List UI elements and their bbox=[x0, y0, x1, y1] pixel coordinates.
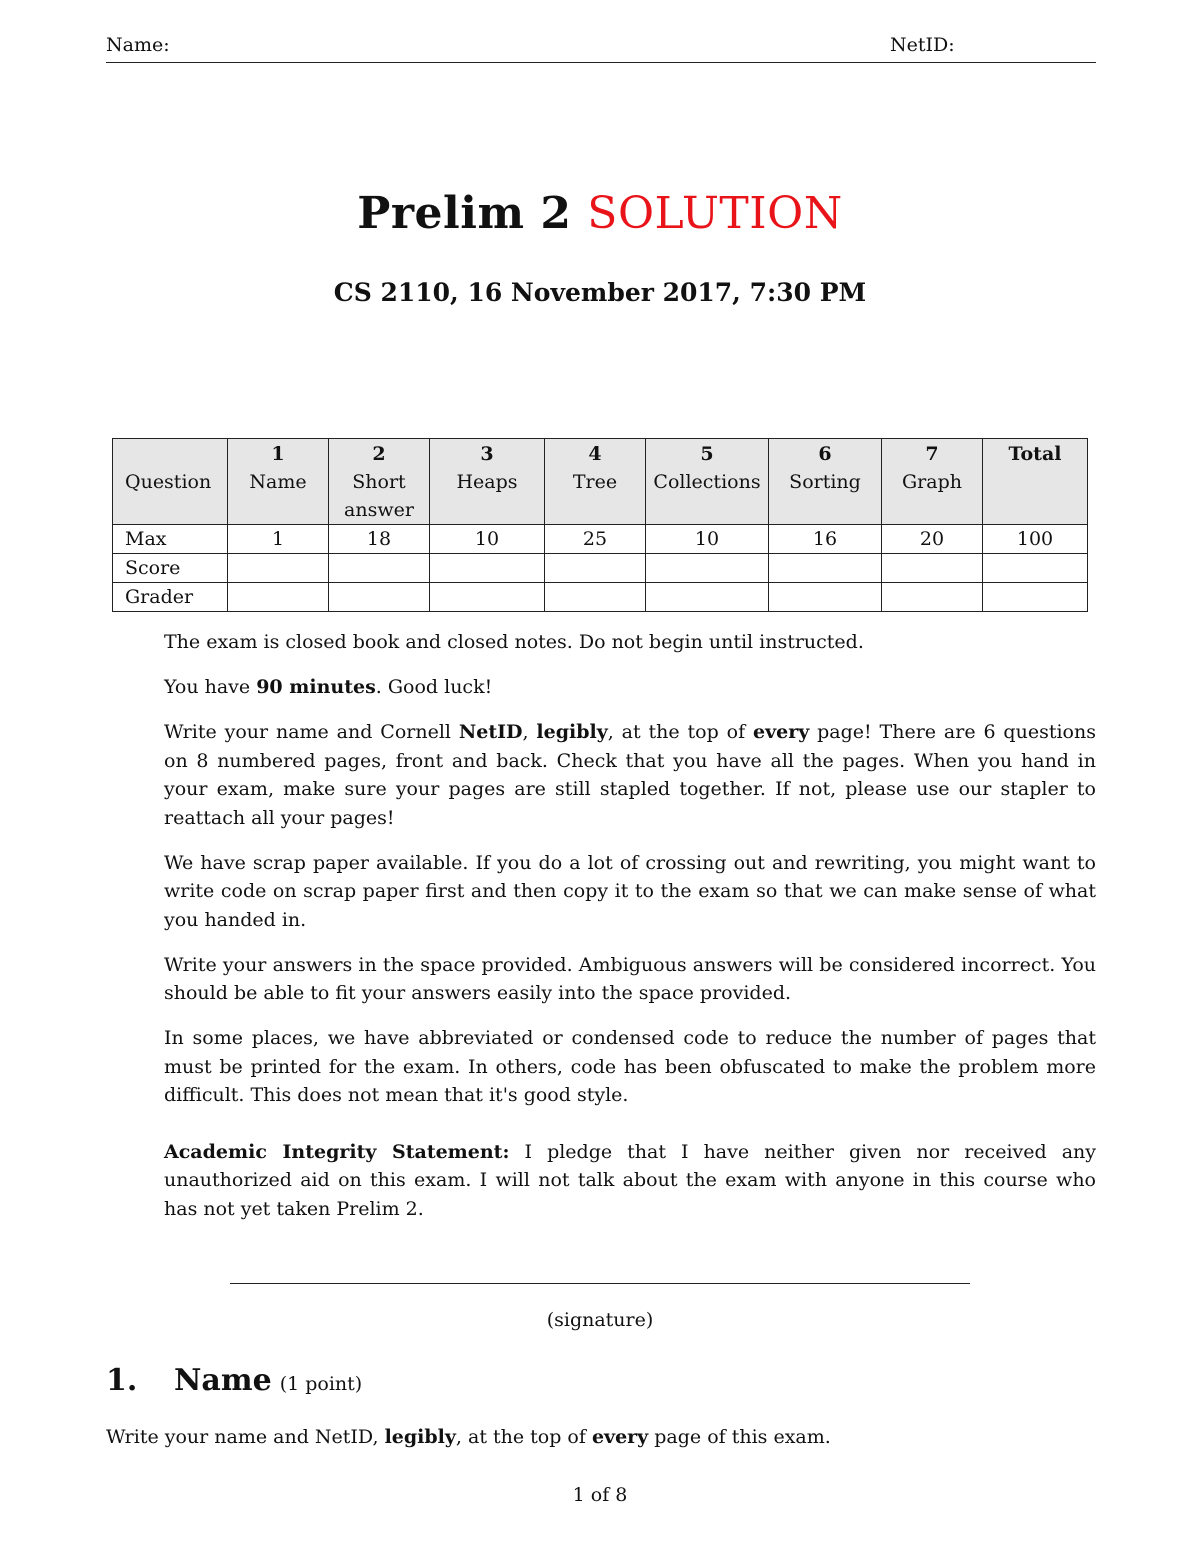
grader-cell bbox=[228, 583, 329, 612]
score-label: Score bbox=[113, 554, 228, 583]
exam-subtitle: CS 2110, 16 November 2017, 7:30 PM bbox=[333, 278, 867, 307]
max-cell: 16 bbox=[769, 525, 882, 554]
title-solution: SOLUTION bbox=[587, 188, 843, 239]
grader-cell bbox=[769, 583, 882, 612]
max-cell: 25 bbox=[545, 525, 646, 554]
grader-cell bbox=[545, 583, 646, 612]
instruction-answers: Write your answers in the space provided. Ambiguous answers will be considered incorrect. You should be able to fit your answers easily into the space provided. bbox=[164, 953, 1096, 1004]
name-label: Name: bbox=[106, 34, 170, 56]
max-row bbox=[113, 525, 1088, 554]
grader-cell bbox=[646, 583, 769, 612]
question-points: (1 point) bbox=[279, 1373, 363, 1395]
grade-table bbox=[112, 438, 1088, 612]
signature-label: (signature) bbox=[546, 1309, 654, 1331]
score-cell bbox=[769, 554, 882, 583]
total-col: Total bbox=[983, 439, 1088, 525]
score-row bbox=[113, 554, 1088, 583]
score-cell bbox=[882, 554, 983, 583]
max-cell: 18 bbox=[329, 525, 430, 554]
max-label: Max bbox=[113, 525, 228, 554]
question-col-7: 7 Graph bbox=[882, 439, 983, 525]
exam-title bbox=[0, 188, 1200, 239]
question-col-4: 4 Tree bbox=[545, 439, 646, 525]
question-1-text: Write your name and NetID, legibly, at the top of every page of this exam. bbox=[106, 1426, 831, 1448]
max-total-cell: 100 bbox=[983, 525, 1088, 554]
score-cell bbox=[983, 554, 1088, 583]
question-col-6: 6 Sorting bbox=[769, 439, 882, 525]
grader-cell bbox=[329, 583, 430, 612]
grader-label: Grader bbox=[113, 583, 228, 612]
grader-row bbox=[113, 583, 1088, 612]
score-cell bbox=[545, 554, 646, 583]
instructions bbox=[164, 628, 1096, 1240]
instruction-closed-book: The exam is closed book and closed notes. Do not begin until instructed. bbox=[164, 631, 864, 653]
question-1-heading bbox=[106, 1363, 362, 1398]
instruction-time: You have 90 minutes. Good luck! bbox=[164, 676, 493, 698]
question-col-2: 2 Short answer bbox=[329, 439, 430, 525]
question-col-1: 1 Name bbox=[228, 439, 329, 525]
question-number: 1. bbox=[106, 1363, 138, 1398]
max-cell: 20 bbox=[882, 525, 983, 554]
instruction-scrap-paper: We have scrap paper available. If you do a lot of crossing out and rewriting, you might want to write code on scrap paper first and then copy it to the exam so that we can make sense of what you handed in. bbox=[164, 851, 1096, 931]
academic-integrity-statement: Academic Integrity Statement: I pledge that I have neither given nor received any unauthorized aid on this exam. I will not talk about the exam with anyone in this course who has not yet taken Prelim 2. bbox=[164, 1140, 1096, 1220]
netid-label: NetID: bbox=[890, 34, 955, 56]
grader-cell bbox=[983, 583, 1088, 612]
max-cell: 10 bbox=[646, 525, 769, 554]
grader-cell bbox=[430, 583, 545, 612]
score-cell bbox=[646, 554, 769, 583]
question-label: Question bbox=[113, 439, 228, 525]
page-number: 1 of 8 bbox=[572, 1484, 628, 1506]
score-cell bbox=[329, 554, 430, 583]
instruction-name: Write your name and Cornell NetID, legibly, at the top of every page! There are 6 questions on 8 numbered pages, front and back. Check that you have all the pages. When you hand in your exam, make sure your pages are still stapled together. If not, please use our stapler to reattach all your pages! bbox=[164, 721, 1096, 829]
score-cell bbox=[228, 554, 329, 583]
signature-line bbox=[230, 1283, 970, 1284]
grader-cell bbox=[882, 583, 983, 612]
question-col-3: 3 Heaps bbox=[430, 439, 545, 525]
question-col-5: 5 Collections bbox=[646, 439, 769, 525]
score-cell bbox=[430, 554, 545, 583]
title-main: Prelim 2 bbox=[357, 188, 572, 239]
max-cell: 10 bbox=[430, 525, 545, 554]
instruction-code: In some places, we have abbreviated or condensed code to reduce the number of pages that must be printed for the exam. In others, code has been obfuscated to make the problem more difficult. This does not mean that it's good style. bbox=[164, 1027, 1096, 1106]
max-cell: 1 bbox=[228, 525, 329, 554]
question-title: Name bbox=[174, 1363, 272, 1398]
page-header bbox=[106, 34, 1096, 63]
question-row bbox=[113, 439, 1088, 525]
